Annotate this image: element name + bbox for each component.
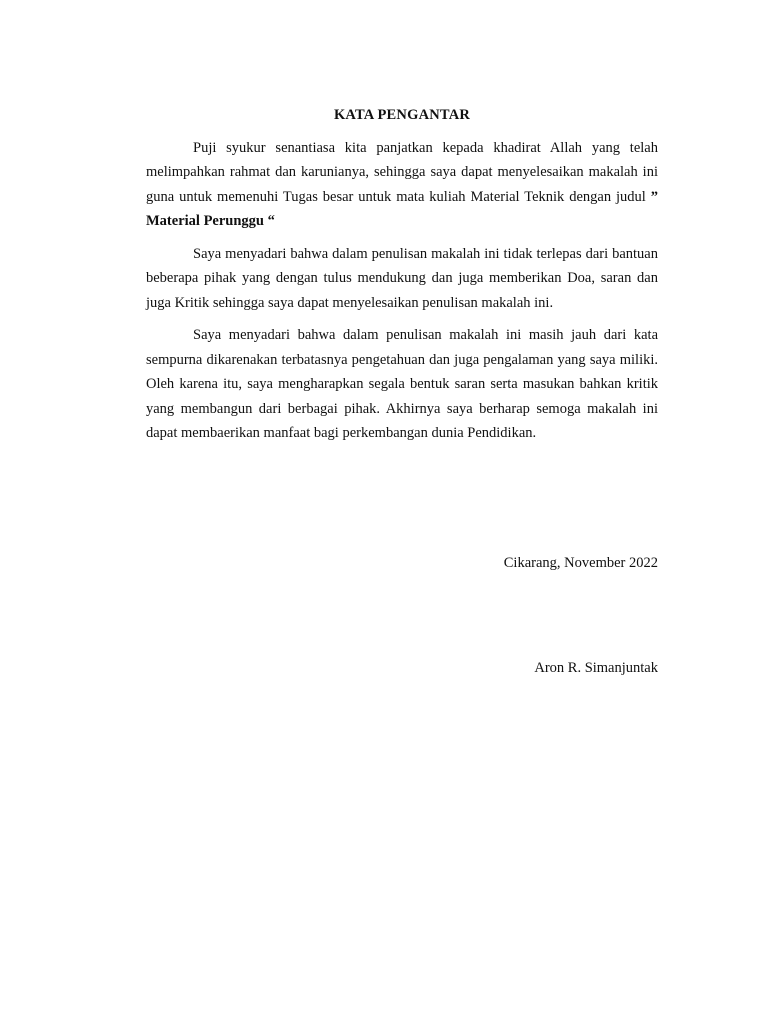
paragraph-opening xyxy=(146,136,658,234)
author-name: Aron R. Simanjuntak xyxy=(534,660,658,676)
paragraph-opening-text: Puji syukur senantiasa kita panjatkan kepada khadirat Allah yang telah melimpahkan rahmat dan karunianya, sehingga saya dapat menyelesaikan makalah ini guna untuk memenuhi Tugas besar untuk mata kuliah Material Teknik dengan judul xyxy=(146,139,658,205)
document-body xyxy=(146,103,658,454)
place-date: Cikarang, November 2022 xyxy=(503,555,658,571)
paper-title-bold: ” Material Perunggu “ xyxy=(146,188,658,229)
page-title: KATA PENGANTAR xyxy=(333,107,471,123)
paragraph-closing: Saya menyadari bahwa dalam penulisan makalah ini masih jauh dari kata sempurna dikarenakan terbatasnya pengetahuan dan juga pengalaman yang saya miliki. Oleh karena itu, saya mengharapkan segala bentuk saran serta masukan bahkan kritik yang membangun dari berbagai pihak. Akhirnya saya berharap semoga makalah ini dapat membaerikan manfaat bagi perkembangan dunia Pendidikan. xyxy=(146,327,658,441)
paragraph-acknowledgement: Saya menyadari bahwa dalam penulisan makalah ini tidak terlepas dari bantuan beberapa pihak yang dengan tulus mendukung dan juga memberikan Doa, saran dan juga Kritik sehingga saya dapat menyelesaikan penulisan makalah ini. xyxy=(146,245,658,311)
